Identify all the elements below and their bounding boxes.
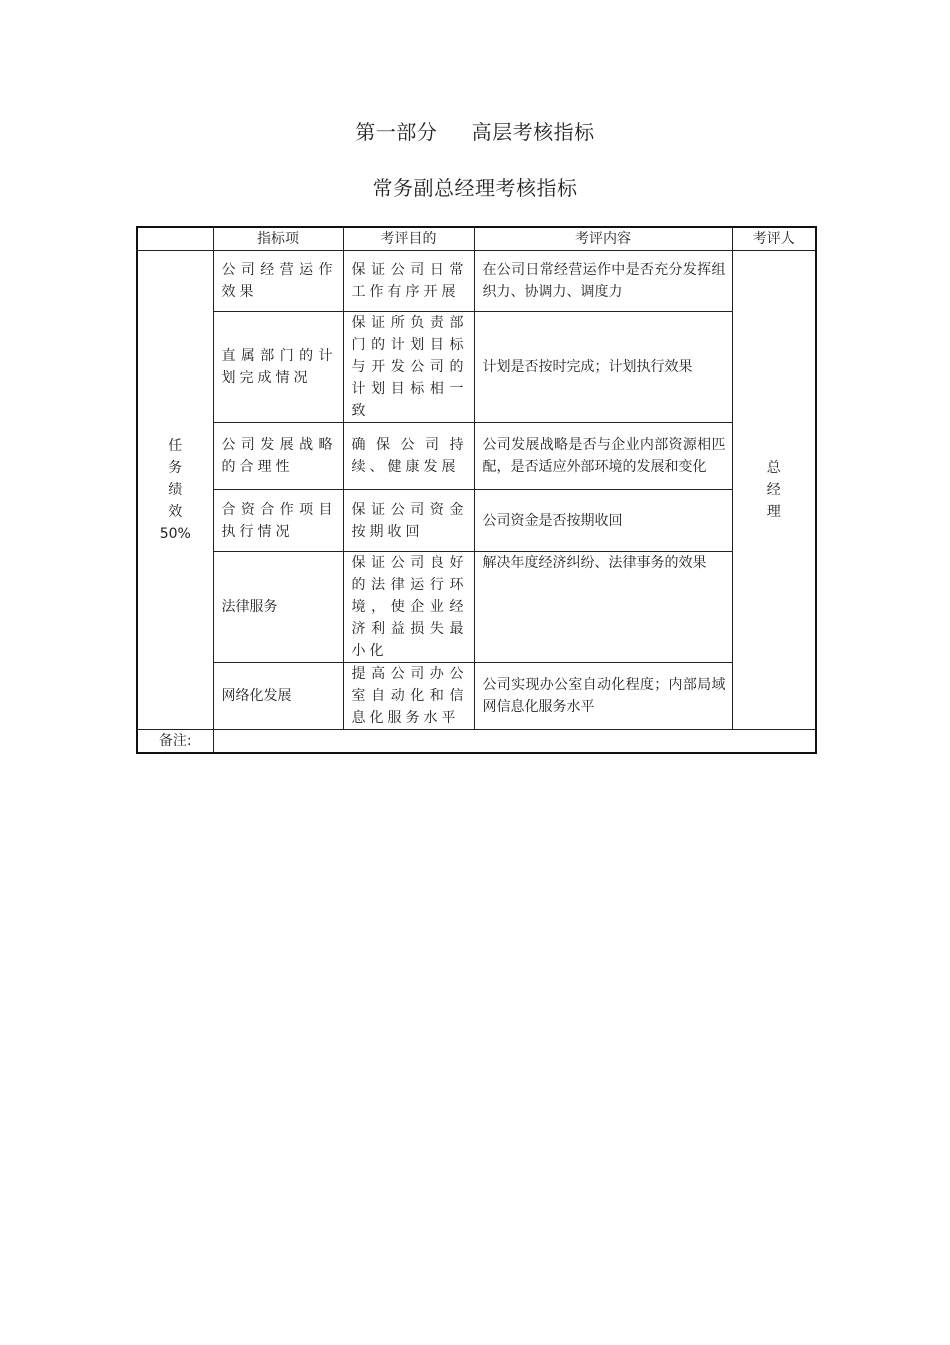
remark-row — [137, 730, 816, 754]
remark-value — [213, 730, 816, 754]
header-row — [137, 227, 816, 251]
item-cell: 直属部门的计划完成情况 — [213, 312, 343, 423]
table-row — [137, 312, 816, 423]
table-row — [137, 552, 816, 663]
purpose-cell: 确保公司持续、健康发展 — [343, 423, 474, 490]
header-category — [137, 227, 213, 251]
category-char: 效 — [168, 504, 183, 520]
table-row — [137, 423, 816, 490]
category-cell — [137, 251, 213, 730]
page-subtitle: 常务副总经理考核指标 — [372, 176, 578, 200]
evaluator-char: 经 — [766, 482, 781, 498]
page-title: 第一部分 高层考核指标 — [355, 120, 595, 144]
table-row — [137, 490, 816, 552]
category-char: 务 — [168, 460, 183, 476]
purpose-cell: 保证公司资金按期收回 — [343, 490, 474, 552]
evaluator-char: 理 — [766, 504, 781, 520]
table-row — [137, 663, 816, 730]
content-cell: 计划是否按时完成；计划执行效果 — [474, 312, 732, 423]
content-cell: 在公司日常经营运作中是否充分发挥组织力、协调力、调度力 — [474, 251, 732, 312]
purpose-cell: 保证所负责部门的计划目标与开发公司的计划目标相一致 — [343, 312, 474, 423]
content-cell: 公司资金是否按期收回 — [474, 490, 732, 552]
evaluator-char: 总 — [766, 460, 781, 476]
header-evaluator: 考评人 — [732, 227, 816, 251]
header-purpose: 考评目的 — [343, 227, 474, 251]
purpose-cell: 保证公司日常工作有序开展 — [343, 251, 474, 312]
header-content: 考评内容 — [474, 227, 732, 251]
item-cell: 网络化发展 — [213, 663, 343, 730]
item-cell: 法律服务 — [213, 552, 343, 663]
category-weight: 50% — [159, 526, 191, 542]
header-item: 指标项 — [213, 227, 343, 251]
category-char: 绩 — [168, 482, 183, 498]
indicator-table — [136, 226, 817, 754]
remark-label: 备注: — [137, 730, 213, 754]
item-cell: 公司发展战略的合理性 — [213, 423, 343, 490]
content-cell: 解决年度经济纠纷、法律事务的效果 — [474, 552, 732, 663]
purpose-cell: 保证公司良好的法律运行环境，使企业经济利益损失最小化 — [343, 552, 474, 663]
content-cell: 公司发展战略是否与企业内部资源相匹配，是否适应外部环境的发展和变化 — [474, 423, 732, 490]
purpose-cell: 提高公司办公室自动化和信息化服务水平 — [343, 663, 474, 730]
item-cell: 合资合作项目执行情况 — [213, 490, 343, 552]
table-row — [137, 251, 816, 312]
item-cell: 公司经营运作效果 — [213, 251, 343, 312]
content-cell: 公司实现办公室自动化程度；内部局域网信息化服务水平 — [474, 663, 732, 730]
evaluator-cell — [732, 251, 816, 730]
category-char: 任 — [168, 438, 183, 454]
